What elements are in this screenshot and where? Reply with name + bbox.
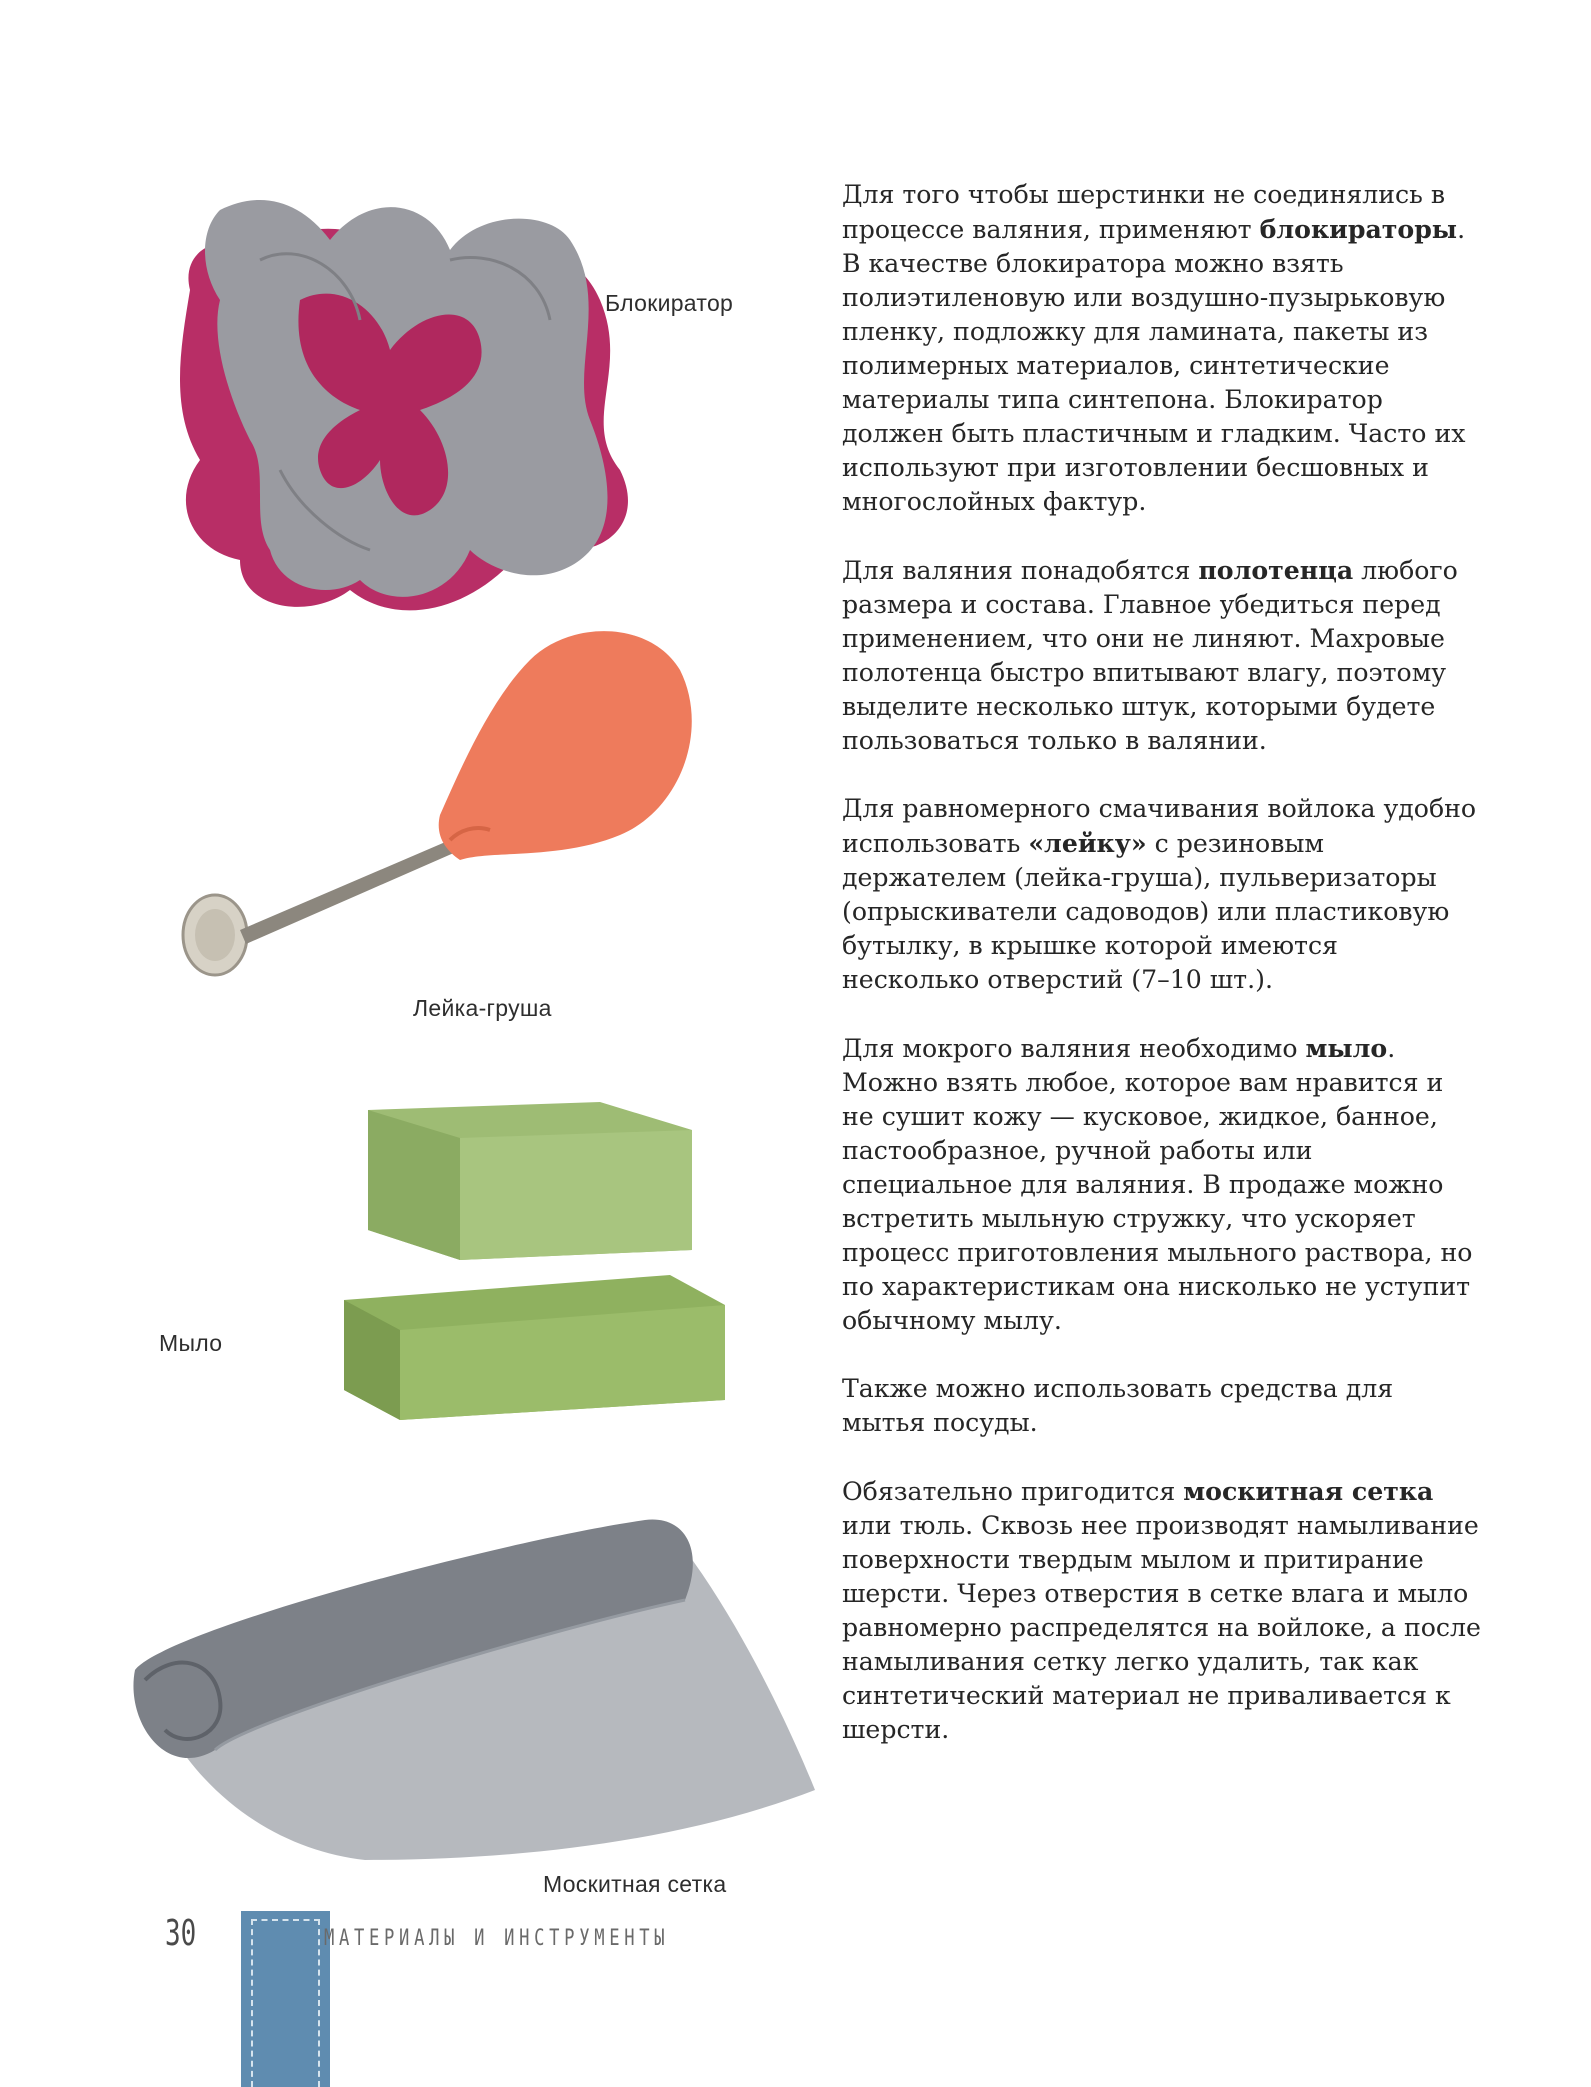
paragraph-net: Обязательно пригодится москитная сетка или тюль. Сквозь нее производят намыливание поверхности твердым мылом и притирание шерсти. Через отверстия в сетке влага и мыло равномерно распределятся на войлоке, а после намыливания сетку легко удалить, так как синтетический материал не приваливается к шерсти.: [842, 1476, 1481, 1744]
paragraph-soap: Для мокрого валяния необходимо мыло. Можно взять любое, которое вам нравится и не сушит кожу — кусковое, жидкое, банное, пастообразное, ручной работы или специальное для валяния. В продаже можно встретить мыльную стружку, что ускоряет процесс приготовления мыльного раствора, но по характеристикам она нисколько не уступит обычному мылу.: [842, 1033, 1473, 1335]
section-title: МАТЕРИАЛЫ И ИНСТРУМЕНТЫ: [324, 1926, 670, 1951]
paragraph-dish-detergent: Также можно использовать средства для мытья посуды.: [842, 1374, 1394, 1437]
paragraph-blockers: Для того чтобы шерстинки не соединялись в процессе валяния, применяют блокираторы. В качестве блокиратора можно взять полиэтиленовую или воздушно-пузырьковую пленку, подложку для ламината, пакеты из полимерных материалов, синтетические материалы типа синтепона. Блокиратор должен быть пластичным и гладким. Часто их используют при изготовлении бесшовных и многослойных фактур.: [842, 180, 1466, 516]
paragraph-towels: Для валяния понадобятся полотенца любого размера и состава. Главное убедиться перед применением, что они не линяют. Махровые полотенца быстро впитывают влагу, поэтому выделите несколько штук, которыми будете пользоваться только в валянии.: [842, 555, 1458, 755]
mosquito-net-image: [125, 1510, 825, 1880]
term-blockers: блокираторы: [1259, 214, 1458, 244]
section-tab: [241, 1911, 330, 2087]
tab-stitching: [251, 1919, 320, 2087]
term-soap: мыло: [1305, 1033, 1388, 1063]
caption-soap: Мыло: [159, 1330, 223, 1356]
blocker-image: [150, 170, 710, 640]
watering-pear-image: [160, 600, 720, 1030]
term-mosquito-net: москитная сетка: [1183, 1476, 1434, 1506]
body-text: [842, 178, 1482, 1781]
term-watering-can: «лейку»: [1028, 828, 1147, 858]
caption-pear: Лейка-груша: [413, 995, 552, 1021]
caption-blocker: Блокиратор: [605, 290, 734, 316]
paragraph-watering: Для равномерного смачивания войлока удобно использовать «лейку» с резиновым держателем (лейка-груша), пульверизаторы (опрыскиватели садоводов) или пластиковую бутылку, в крышке которой имеются несколько отверстий (7–10 шт.).: [842, 794, 1477, 994]
caption-net: Москитная сетка: [543, 1871, 727, 1897]
term-towels: полотенца: [1198, 555, 1354, 585]
rubber-bulb: [439, 631, 692, 860]
metal-tube: [240, 840, 456, 944]
soap-image: [340, 1100, 740, 1430]
page-number: 30: [165, 1913, 197, 1954]
